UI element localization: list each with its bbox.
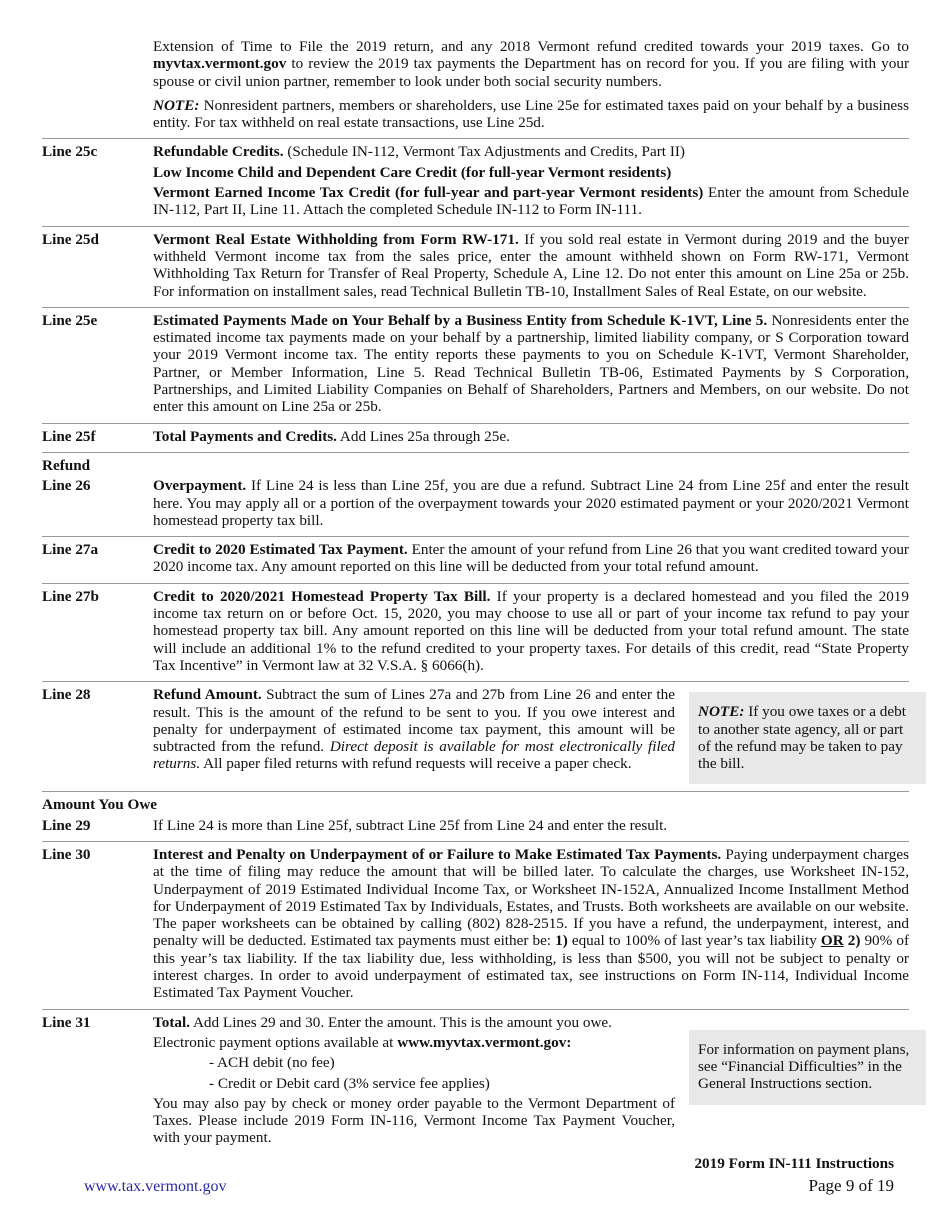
line-27b-row [42,583,909,681]
line-label: Line 25f [42,427,96,445]
payment-option-ach: - ACH debit (no fee) [209,1054,335,1072]
refund-heading: Refund [42,452,909,474]
refund-note-box: NOTE: If you owe taxes or a debt to another state agency, all or part of the refund may be taken to pay the bill. [689,692,926,784]
line-label: Line 28 [42,686,91,704]
line-label: Line 31 [42,1013,91,1031]
intro-note: NOTE: Nonresident partners, members or shareholders, use Line 25e for estimated taxes paid on your behalf by a business entity. For tax withheld on real estate transactions, use Line 25d. [153,96,909,132]
line-26-row [42,477,909,536]
line-description: If Line 24 is more than Line 25f, subtract Line 25f from Line 24 and enter the result. [153,816,668,834]
footer-form-title: 2019 Form IN-111 Instructions [694,1155,894,1172]
refund-amount-text: Refund Amount. Subtract the sum of Lines 27a and 27b from Line 26 and enter the result. This is the amount of the refund to be sent to you. If you owe interest and penalty for underpayment of estimated income tax payment, this amount will be subtracted from the refund. Direct deposit is available for most electronically filed returns. All paper filed returns with refund requests will receive a paper check. [153,686,676,773]
line-description: Refundable Credits. (Schedule IN-112, Vermont Tax Adjustments and Credits, Part II) Low Income Child and Dependent Care Credit (for full-year Vermont residents) Vermont Earned Income Tax Credit (for full-year and part-year Vermont residents) Enter the amount from Schedule IN-112, Part II, Line 11. Attach the completed Schedule IN-112 to Form IN-111. [153,143,909,219]
line-29-row [42,817,909,841]
intro-section [153,38,909,131]
line-25d-row [42,226,909,307]
line-label: Line 29 [42,816,91,834]
line-description: Credit to 2020/2021 Homestead Property Tax Bill. If your property is a declared homestead and you filed the 2019 income tax return on or before Oct. 15, 2020, you may choose to use all or part of your income tax refund to pay your homestead property tax bill. Any amount reported on this line will be deducted from your total refund amount. The state will include an additional 1% to the refund credited to your property taxes. For details of this credit, read “State Property Tax Incentive” in Vermont law at 32 V.S.A. § 6066(h). [153,587,909,674]
line-description [153,686,926,784]
line-description: Vermont Real Estate Withholding from Form RW-171. If you sold real estate in Vermont during 2019 and the buyer withheld Vermont income tax from the sales price, enter the amount withheld shown on Form RW-171, Vermont Withholding Tax Return for Transfer of Real Property, Schedule A, Line 12. Do not enter this amount on Line 25a or 25b. For information on installment sales, read Technical Bulletin TB-10, Installment Sales of Real Estate, on our website. [153,230,909,300]
footer-website-link[interactable]: www.tax.vermont.gov [84,1178,227,1195]
line-description: Interest and Penalty on Underpayment of or Failure to Make Estimated Tax Payments. Paying underpayment charges at the time of filing may reduce the amount that will be billed later. To calculate the charges, use Worksheet IN-152, Underpayment of 2019 Estimated Individual Income Tax, or Worksheet IN-152A, Annualized Income Installment Method for Underpayment of 2019 Estimated Tax by Individuals, Estates, and Trusts. Both worksheets are available on our website. The paper worksheets can be obtained by calling (802) 828-2515. If you have a refund, the underpayment, interest, and penalty will be deducted. Estimated tax payments must either be: 1) equal to 100% of last year’s tax liability OR 2) 90% of this year’s tax liability. If the tax liability due, less withholding, is less than $500, you will not be subject to penalty or interest charges. In order to avoid underpayment of estimated tax, see instructions on Form IN-114, Individual Income Estimated Tax Payment Voucher. [153,845,909,1002]
line-30-row [42,841,909,1009]
instructions-content [42,38,909,1154]
check-payment-text: You may also pay by check or money order payable to the Vermont Department of Taxes. Please include 2019 Form IN-116, Vermont Income Tax Payment Voucher, with your payment. [153,1094,675,1147]
line-description: Overpayment. If Line 24 is less than Line 25f, you are due a refund. Subtract Line 24 from Line 25f and enter the result here. You may apply all or a portion of the overpayment towards your 2020 estimated payment or your 2020/2021 Vermont homestead property tax bill. [153,477,909,529]
line-25e-row [42,307,909,423]
line-description [153,1014,926,1147]
amount-you-owe-heading: Amount You Owe [42,791,909,813]
line-31-row [42,1009,909,1154]
line-25f-row [42,423,909,452]
intro-paragraph: Extension of Time to File the 2019 return, and any 2018 Vermont refund credited towards your 2019 taxes. Go to myvtax.vermont.gov to review the 2019 tax payments the Department has on record for you. If you are filing with your spouse or civil union partner, remember to look under both social security numbers. [153,38,909,90]
line-label: Line 25c [42,143,98,161]
line-description: Credit to 2020 Estimated Tax Payment. Enter the amount of your refund from Line 26 that you want credited toward your 2020 income tax. Any amount reported on this line will be deducted from your total refund amount. [153,541,909,576]
myvtax-payment-link[interactable]: www.myvtax.vermont.gov: [397,1033,572,1051]
line-description: Estimated Payments Made on Your Behalf by a Business Entity from Schedule K-1VT, Line 5. Nonresidents enter the estimated income tax payments made on your behalf by a partnership, limited liability company, or S Corporation toward your 2019 Vermont income tax. The entity reports these payments to you on Schedule K-1VT, Vermont Shareholder, Partner, or Member Information, Line 5. Read Technical Bulletin TB-06, Estimated Payments by S Corporation, Partnerships, and Limited Liability Companies on Behalf of Shareholders, Partners and Members, on our website. Do not enter this amount on Line 25a or 25b. [153,311,909,416]
payment-plans-info-box: For information on payment plans, see “Financial Difficulties” in the General Instructions section. [689,1030,926,1105]
line-label: Line 25d [42,230,99,248]
line-label: Line 25e [42,311,98,329]
myvtax-link[interactable]: myvtax.vermont.gov [153,55,287,73]
line-27a-row [42,536,909,583]
payment-option-card: - Credit or Debit card (3% service fee applies) [209,1074,490,1092]
line-label: Line 26 [42,477,91,495]
line-description: Total Payments and Credits. Add Lines 25a through 25e. [153,427,510,445]
line-label: Line 27b [42,587,99,605]
footer-page-number: Page 9 of 19 [808,1176,894,1195]
line-label: Line 30 [42,845,91,863]
line-28-row [42,681,909,791]
total-owed-text: Total. Add Lines 29 and 30. Enter the amount. This is the amount you owe. Electronic payment options available at www.myvtax.vermont.gov: - ACH debit (no fee) - Credit or Debit card (3% service fee applies) You may also pay by check or money order payable to the Vermont Department of Taxes. Please include 2019 Form IN-116, Vermont Income Tax Payment Voucher, with your payment. [153,1013,675,1147]
line-label: Line 27a [42,541,99,559]
line-25c-row [42,138,909,225]
